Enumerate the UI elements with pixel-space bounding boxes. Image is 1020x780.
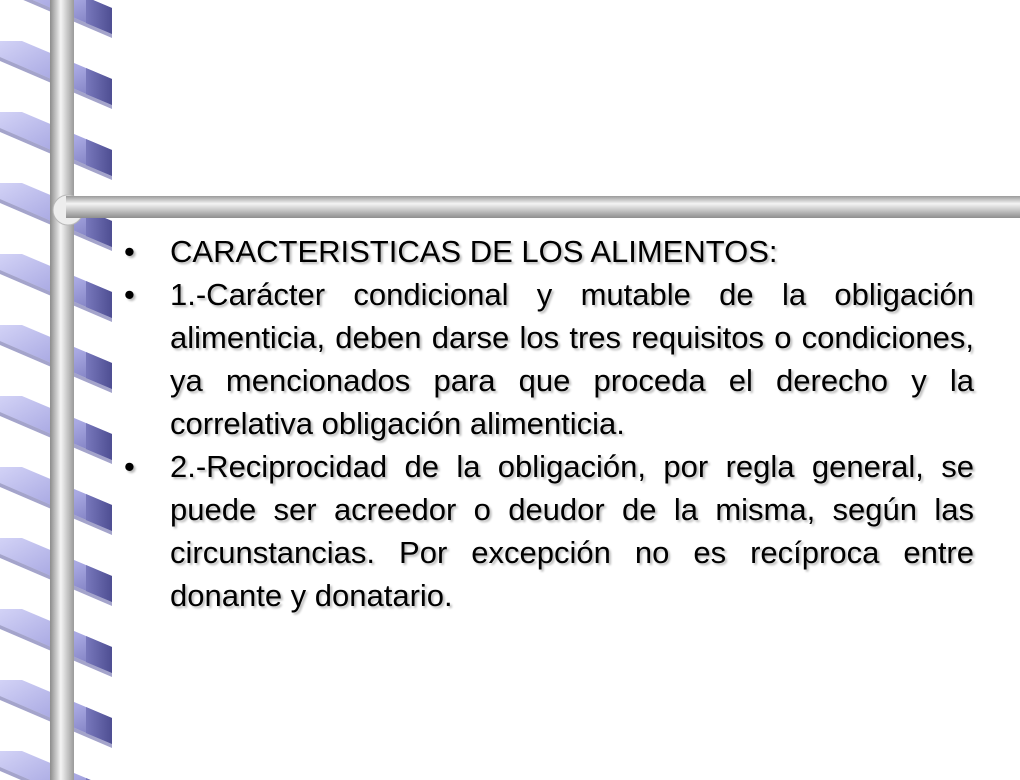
list-item — [124, 445, 974, 617]
list-item-text: CARACTERISTICAS DE LOS ALIMENTOS: — [170, 234, 778, 269]
list-item — [124, 230, 974, 273]
bullet-marker: • — [124, 449, 135, 484]
bullet-marker: • — [124, 277, 135, 312]
left-decorative-ribbon — [0, 0, 115, 780]
list-item-text: 2.-Reciprocidad de la obligación, por regla general, se puede ser acreedor o deudor de la misma, según las circunstancias. Por excepción no es recíproca entre donante y donatario. — [170, 449, 974, 613]
list-item — [124, 273, 974, 445]
list-item-text: 1.-Carácter condicional y mutable de la obligación alimenticia, deben darse los tres requisitos o condiciones, ya mencionados para que proceda el derecho y la correlativa obligación alimenticia. — [170, 277, 974, 441]
title-divider-bar — [56, 196, 1020, 224]
bullet-marker: • — [124, 234, 135, 269]
bullet-list — [124, 230, 974, 617]
